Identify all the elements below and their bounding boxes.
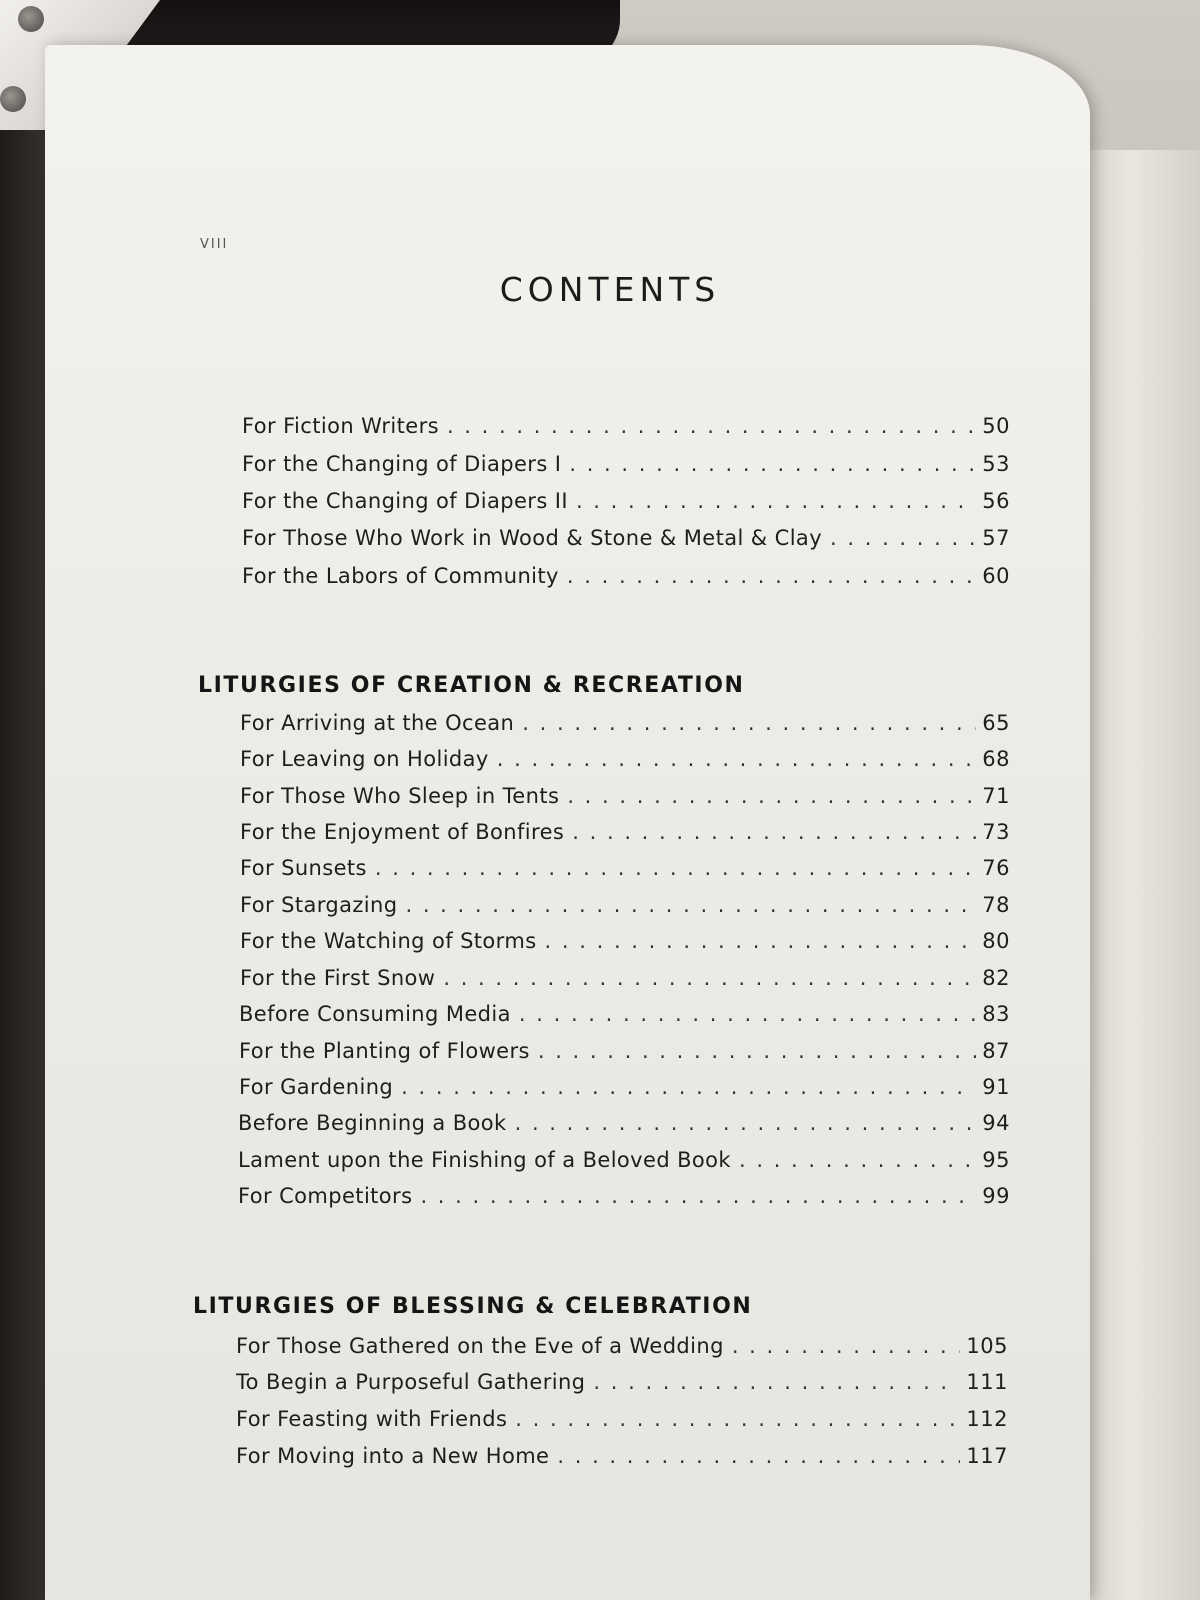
toc-entry-title: For Those Who Sleep in Tents: [240, 784, 560, 808]
toc-entry-page: 68: [982, 747, 1010, 771]
toc-entry-page: 99: [982, 1184, 1010, 1208]
toc-entry-title: For Feasting with Friends: [236, 1407, 508, 1431]
toc-entry-title: For the Enjoyment of Bonfires: [240, 820, 565, 844]
toc-entry-page: 50: [982, 414, 1010, 438]
toc-entry-title: For the First Snow: [240, 966, 436, 990]
toc-entry: [240, 820, 1010, 844]
toc-entry-page: 78: [982, 893, 1010, 917]
toc-dot-leader: [405, 893, 976, 917]
toc-entry: [239, 1002, 1010, 1026]
contents-title: CONTENTS: [499, 270, 721, 309]
toc-entry: [242, 564, 1010, 588]
toc-entry-page: 94: [982, 1111, 1010, 1135]
toc-entry-title: Before Beginning a Book: [238, 1111, 507, 1135]
toc-entry-page: 73: [982, 820, 1010, 844]
toc-dot-leader: [732, 1334, 961, 1358]
toc-dot-leader: [567, 784, 976, 808]
toc-dot-leader: [515, 1111, 976, 1135]
toc-entry: [242, 414, 1010, 438]
toc-entry-page: 76: [982, 856, 1010, 880]
toc-entry-title: For Gardening: [239, 1075, 394, 1099]
toc-dot-leader: [557, 1444, 960, 1468]
toc-entry: [240, 747, 1010, 771]
page-number: VIII: [200, 237, 229, 252]
toc-entry-page: 82: [982, 966, 1010, 990]
toc-entry-page: 60: [982, 564, 1010, 588]
toc-dot-leader: [447, 414, 976, 438]
toc-entry-title: For Sunsets: [240, 856, 367, 880]
toc-entry: [240, 929, 1010, 953]
toc-entry-page: 91: [982, 1075, 1010, 1099]
toc-entry-page: 111: [966, 1370, 1008, 1394]
toc-entry-title: Lament upon the Finishing of a Beloved Book: [238, 1148, 731, 1172]
toc-entry: [239, 1039, 1010, 1063]
toc-entry-page: 83: [982, 1002, 1010, 1026]
toc-entry-page: 71: [982, 784, 1010, 808]
toc-dot-leader: [576, 489, 976, 513]
toc-dot-leader: [519, 1002, 976, 1026]
toc-entry: [239, 1075, 1010, 1099]
toc-entry: [240, 893, 1010, 917]
section-heading: LITURGIES OF CREATION & RECREATION: [198, 673, 745, 698]
toc-entry: [242, 452, 1010, 476]
toc-entry-page: 117: [966, 1444, 1008, 1468]
toc-dot-leader: [545, 929, 976, 953]
toc-entry-page: 80: [982, 929, 1010, 953]
toc-entry: [240, 856, 1010, 880]
toc-entry-title: For Those Who Work in Wood & Stone & Metal & Clay: [242, 526, 823, 550]
toc-entry-title: For Leaving on Holiday: [240, 747, 489, 771]
toc-dot-leader: [375, 856, 976, 880]
toc-dot-leader: [830, 526, 976, 550]
toc-entry-title: For the Labors of Community: [242, 564, 559, 588]
toc-entry-title: To Begin a Purposeful Gathering: [236, 1370, 586, 1394]
toc-entry: [236, 1334, 1008, 1358]
toc-entry-page: 57: [982, 526, 1010, 550]
toc-entry: [242, 526, 1010, 550]
toc-entry: [242, 489, 1010, 513]
toc-dot-leader: [567, 564, 976, 588]
toc-entry: [240, 784, 1010, 808]
toc-entry-title: For Fiction Writers: [242, 414, 439, 438]
toc-entry-page: 105: [966, 1334, 1008, 1358]
toc-entry-title: For Competitors: [238, 1184, 413, 1208]
toc-entry-page: 95: [982, 1148, 1010, 1172]
toc-entry: [238, 1111, 1010, 1135]
toc-entry-title: For the Watching of Storms: [240, 929, 537, 953]
toc-dot-leader: [420, 1184, 976, 1208]
toc-entry-title: For the Changing of Diapers II: [242, 489, 568, 513]
toc-dot-leader: [401, 1075, 976, 1099]
toc-entry-page: 65: [982, 711, 1010, 735]
section-heading: LITURGIES OF BLESSING & CELEBRATION: [193, 1294, 753, 1319]
toc-entry-title: For Stargazing: [240, 893, 398, 917]
toc-entry-title: Before Consuming Media: [239, 1002, 511, 1026]
toc-entry: [240, 711, 1010, 735]
toc-entry-title: For Moving into a New Home: [236, 1444, 550, 1468]
toc-entry: [238, 1148, 1010, 1172]
toc-entry-title: For Those Gathered on the Eve of a Wedding: [236, 1334, 724, 1358]
toc-entry: [236, 1407, 1008, 1431]
background-screw: [0, 86, 26, 112]
toc-entry: [236, 1444, 1008, 1468]
toc-entry-title: For Arriving at the Ocean: [240, 711, 515, 735]
toc-entry-page: 53: [982, 452, 1010, 476]
toc-dot-leader: [497, 747, 976, 771]
toc-entry-title: For the Changing of Diapers I: [242, 452, 562, 476]
toc-entry: [240, 966, 1010, 990]
toc-entry: [236, 1370, 1008, 1394]
background-screw: [18, 6, 44, 32]
toc-dot-leader: [538, 1039, 976, 1063]
toc-entry: [238, 1184, 1010, 1208]
toc-entry-page: 112: [966, 1407, 1008, 1431]
toc-entry-page: 56: [982, 489, 1010, 513]
toc-dot-leader: [443, 966, 976, 990]
toc-dot-leader: [572, 820, 976, 844]
toc-entry-title: For the Planting of Flowers: [239, 1039, 530, 1063]
toc-dot-leader: [522, 711, 976, 735]
toc-dot-leader: [515, 1407, 960, 1431]
toc-dot-leader: [593, 1370, 960, 1394]
toc-dot-leader: [569, 452, 976, 476]
toc-entry-page: 87: [982, 1039, 1010, 1063]
background-adjacent-page: [1085, 150, 1200, 1600]
toc-dot-leader: [739, 1148, 976, 1172]
